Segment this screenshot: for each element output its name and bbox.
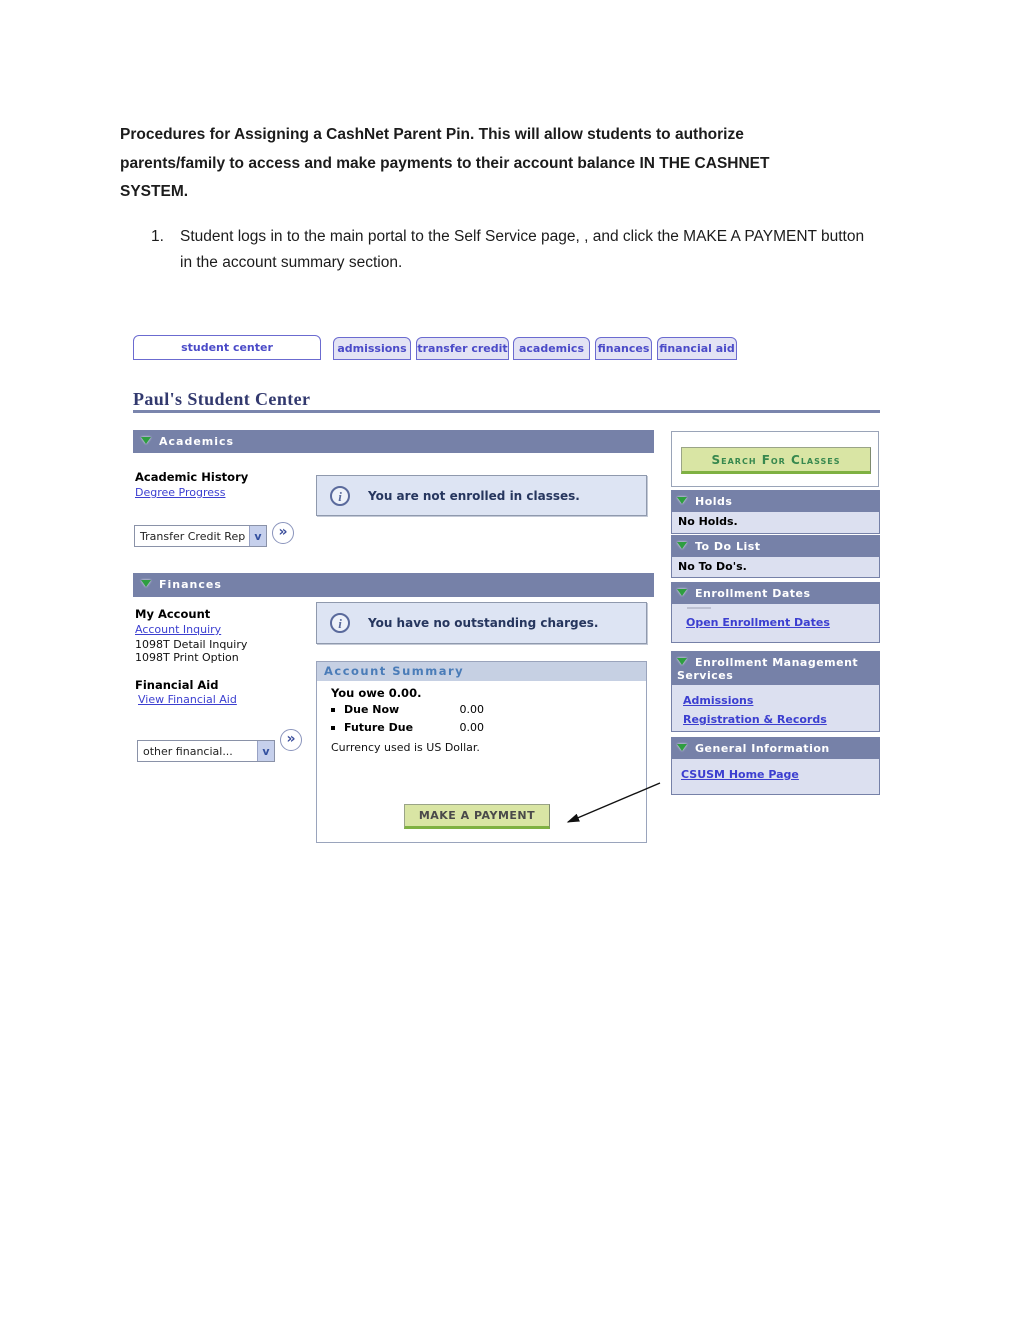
section-header-label: Academics xyxy=(159,435,235,448)
bullet-square-icon xyxy=(331,726,335,730)
info-message: You have no outstanding charges. xyxy=(368,616,599,630)
tab-admissions[interactable] xyxy=(333,337,411,360)
info-icon: i xyxy=(330,486,350,506)
owe-line: You owe 0.00. xyxy=(331,686,422,700)
dropdown-arrow-icon[interactable]: v xyxy=(257,741,274,761)
collapse-triangle-icon[interactable] xyxy=(677,589,687,596)
item-1098t-detail: 1098T Detail Inquiry xyxy=(135,638,248,651)
dropdown-value: Transfer Credit Rep xyxy=(140,530,246,543)
academics-section-header xyxy=(133,430,654,453)
financial-aid-label: Financial Aid xyxy=(135,678,219,692)
tab-finances[interactable] xyxy=(595,337,652,360)
step-number: 1. xyxy=(151,228,164,245)
enrollment-mgmt-body xyxy=(671,685,880,732)
search-for-classes-box xyxy=(671,431,879,487)
tab-label: transfer credit xyxy=(417,342,508,355)
future-due-row xyxy=(331,721,484,734)
divider-dash xyxy=(687,607,711,609)
holds-section-header xyxy=(671,490,880,512)
general-info-header xyxy=(671,737,880,759)
dropdown-value: other financial... xyxy=(143,745,233,758)
row-label: Future Due xyxy=(344,721,414,734)
bullet-square-icon xyxy=(331,708,335,712)
collapse-triangle-icon[interactable] xyxy=(141,437,151,444)
sidebar-header-label: Enrollment Management Services xyxy=(677,656,859,682)
collapse-triangle-icon[interactable] xyxy=(677,497,687,504)
finances-other-dropdown[interactable] xyxy=(137,740,275,762)
step-text: Student logs in to the main portal to the Self Service page, , and click the MAKE A PAYMENT button in the account summary section. xyxy=(180,228,865,271)
tab-label: financial aid xyxy=(659,342,735,355)
collapse-triangle-icon[interactable] xyxy=(677,744,687,751)
annotation-arrow xyxy=(548,772,668,834)
registration-records-link[interactable]: Registration & Records xyxy=(683,713,827,726)
sidebar-header-label: Holds xyxy=(695,495,733,508)
todo-section-body xyxy=(671,557,880,578)
info-message: You are not enrolled in classes. xyxy=(368,488,580,503)
doc-title: Procedures for Assigning a CashNet Parent Pin. This will allow students to authorize parents/family to access and make payments to their account balance IN THE CASHNET SYSTEM. xyxy=(120,126,770,200)
holds-status-text: No Holds. xyxy=(678,515,738,528)
collapse-triangle-icon[interactable] xyxy=(677,658,687,665)
page-title: Paul's Student Center xyxy=(133,389,311,409)
title-divider xyxy=(133,410,880,413)
finances-section-header xyxy=(133,573,654,597)
tab-label: finances xyxy=(597,342,650,355)
currency-line: Currency used is US Dollar. xyxy=(331,741,480,754)
charges-info-box xyxy=(316,602,647,644)
sidebar-header-label: Enrollment Dates xyxy=(695,587,811,600)
admissions-link[interactable]: Admissions xyxy=(683,694,754,707)
row-label: Due Now xyxy=(344,703,400,716)
account-inquiry-link[interactable]: Account Inquiry xyxy=(135,623,222,636)
tab-transfer-credit[interactable] xyxy=(416,337,509,360)
tab-label: admissions xyxy=(337,342,407,355)
row-value: 0.00 xyxy=(459,721,484,734)
enrollment-dates-header xyxy=(671,582,880,604)
my-account-label: My Account xyxy=(135,607,211,621)
due-now-row xyxy=(331,703,484,716)
collapse-triangle-icon[interactable] xyxy=(141,580,151,587)
sidebar-header-label: General Information xyxy=(695,742,830,755)
collapse-triangle-icon[interactable] xyxy=(677,542,687,549)
row-value: 0.00 xyxy=(459,703,484,716)
todo-section-header xyxy=(671,535,880,557)
go-button[interactable]: » xyxy=(272,522,294,544)
tab-financial-aid[interactable] xyxy=(657,337,737,360)
csusm-home-page-link[interactable]: CSUSM Home Page xyxy=(681,768,799,781)
dropdown-arrow-icon[interactable]: v xyxy=(249,526,266,546)
academic-history-label: Academic History xyxy=(135,470,249,484)
go-button[interactable]: » xyxy=(280,729,302,751)
sidebar-header-label: To Do List xyxy=(695,540,761,553)
academics-other-dropdown[interactable] xyxy=(134,525,267,547)
item-1098t-print: 1098T Print Option xyxy=(135,651,239,664)
enrollment-info-box xyxy=(316,475,647,516)
enrollment-mgmt-header xyxy=(671,651,880,685)
tab-academics[interactable] xyxy=(513,337,590,360)
todo-status-text: No To Do's. xyxy=(678,560,747,573)
view-financial-aid-link[interactable]: View Financial Aid xyxy=(138,693,237,706)
section-header-label: Finances xyxy=(159,578,222,591)
degree-progress-link[interactable]: Degree Progress xyxy=(135,486,226,499)
search-for-classes-button[interactable]: Search For Classes xyxy=(681,447,871,474)
info-icon: i xyxy=(330,613,350,633)
holds-section-body xyxy=(671,512,880,534)
make-a-payment-button[interactable]: MAKE A PAYMENT xyxy=(404,804,550,829)
tab-label: academics xyxy=(518,342,584,355)
tab-student-center[interactable] xyxy=(133,335,321,360)
enrollment-dates-body xyxy=(671,604,880,643)
open-enrollment-dates-link[interactable]: Open Enrollment Dates xyxy=(686,616,830,629)
tab-label: student center xyxy=(181,341,273,354)
general-info-body xyxy=(671,759,880,795)
account-summary-header: Account Summary xyxy=(317,662,646,681)
